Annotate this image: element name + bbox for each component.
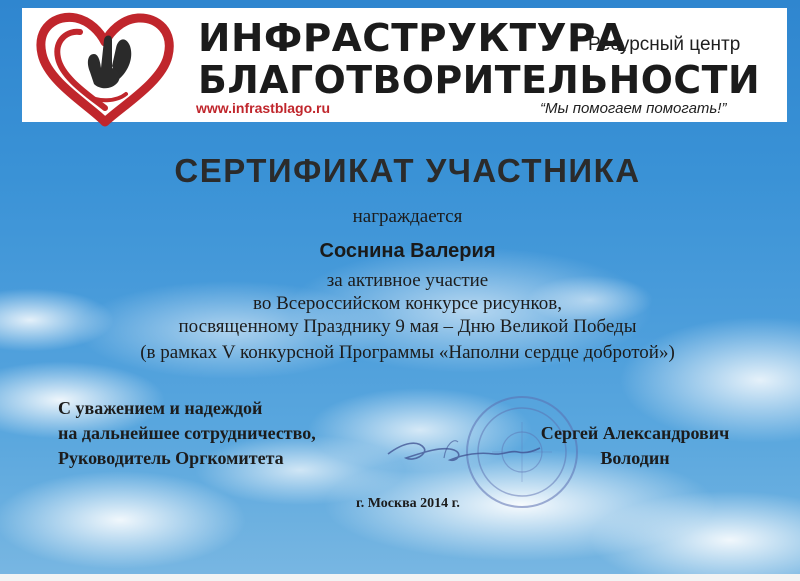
recipient-name: Соснина Валерия xyxy=(319,240,496,262)
signer-line: Сергей Александрович xyxy=(540,423,730,443)
closing-line: С уважением и надеждой xyxy=(58,398,263,418)
signer-line: Володин xyxy=(600,448,670,468)
signature-icon xyxy=(384,424,544,474)
reason-line: за активное участие xyxy=(326,270,489,291)
city-year: г. Москва 2014 г. xyxy=(356,496,460,511)
reason-line: (в рамках V конкурсной Программы «Наполни сердце добротой») xyxy=(140,342,675,363)
closing-line: Руководитель Оргкомитета xyxy=(58,448,284,468)
org-title-line1: ИНФРАСТРУКТУРА xyxy=(198,16,627,60)
signer-name xyxy=(526,421,744,471)
bottom-edge xyxy=(0,574,800,581)
certificate-title: СЕРТИФИКАТ УЧАСТНИКА xyxy=(174,152,641,189)
awarded-label: награждается xyxy=(352,206,463,227)
org-subtitle: Ресурсный центр xyxy=(588,34,741,55)
reason-line: во Всероссийском конкурсе рисунков, xyxy=(253,293,562,314)
slogan-text: “Мы помогаем помогать!” xyxy=(540,100,727,117)
reason-line: посвященному Празднику 9 мая – Дню Великой Победы xyxy=(178,316,637,337)
closing-text xyxy=(58,396,316,471)
header-banner xyxy=(22,8,787,122)
heart-hand-logo-icon xyxy=(30,10,180,128)
closing-line: на дальнейшее сотрудничество, xyxy=(58,423,316,443)
website-text: www.infrastblago.ru xyxy=(196,100,331,116)
org-title-line2: БЛАГОТВОРИТЕЛЬНОСТИ xyxy=(198,58,761,102)
